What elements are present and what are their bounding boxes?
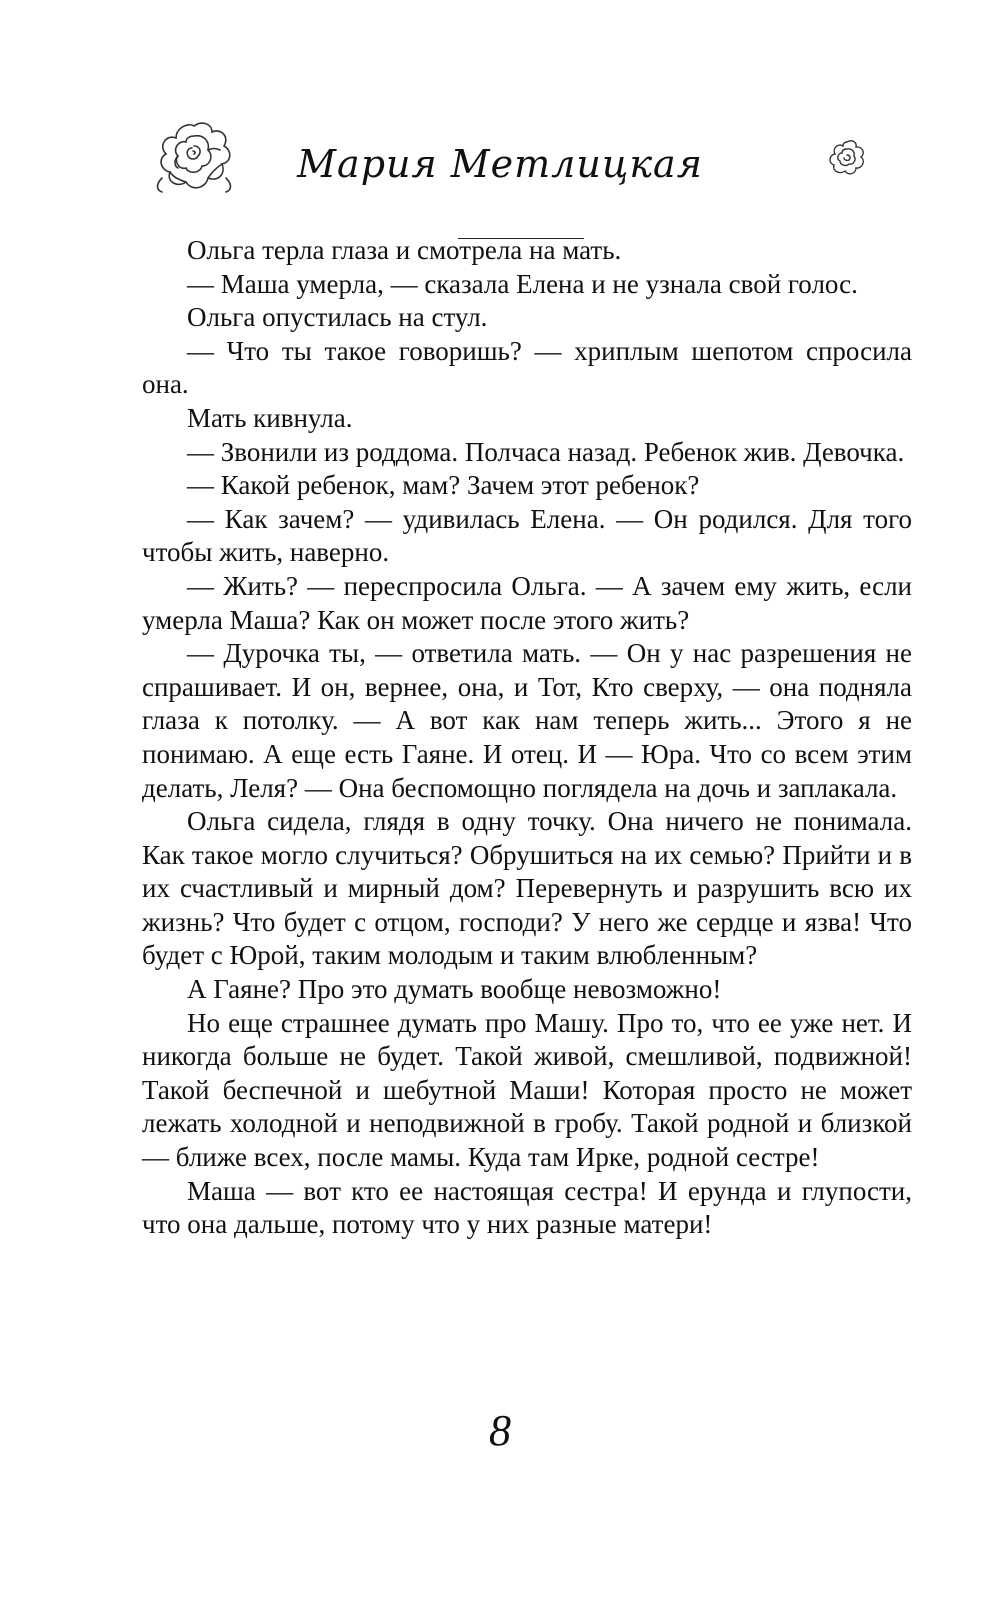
paragraph: Ольга терла глаза и смотрела на мать. — [187, 235, 622, 265]
paragraph: А Гаяне? Про это думать вообще невозможно! — [187, 974, 722, 1005]
paragraph: Ольга сидела, глядя в одну точку. Она ничего не понимала. Как такое могло случиться? Обрушиться на их семью? Прийти и в их счастливый и мирный дом? Перевернуть и разрушить всю их жизнь? Что будет с отцом, господи? У него же сердце и язва! Что будет с Юрой, таким молодым и таким влюбленным? — [142, 806, 912, 971]
paragraph: — Что ты такое говоришь? — хриплым шепотом спросила она. — [142, 335, 912, 400]
rose-ornament-right-icon — [826, 138, 868, 178]
paragraph: Маша — вот кто ее настоящая сестра! И ерунда и глупости, что она дальше, потому что у них разные матери! — [142, 1175, 912, 1240]
paragraph: — Какой ребенок, мам? Зачем этот ребенок? — [187, 470, 700, 501]
paragraph: Мать кивнула. — [187, 402, 353, 433]
body-text — [142, 234, 912, 1242]
page-number: 8 — [489, 1406, 511, 1455]
paragraph: — Как зачем? — удивилась Елена. — Он родился. Для того чтобы жить, наверно. — [142, 503, 912, 568]
paragraph: — Маша умерла, — сказала Елена и не узнала свой голос. — [187, 268, 858, 299]
paragraph: — Жить? — переспросила Ольга. — А зачем ему жить, если умерла Маша? Как он может после этого жить? — [142, 570, 912, 635]
paragraph: — Дурочка ты, — ответила мать. — Он у нас разрешения не спрашивает. И он, вернее, она, и Тот, Кто сверху, — она подняла глаза к потолку. — А вот как нам теперь жить... Этого я не понимаю. А еще есть Гаяне. И отец. И — Юра. Что со всем этим делать, Леля? — Она беспомощно поглядела на дочь и заплакала. — [142, 638, 912, 803]
paragraph: Но еще страшнее думать про Машу. Про то, что ее уже нет. И никогда больше не будет. Такой живой, смешливой, подвижной! Такой беспечной и шебутной Маши! Которая просто не может лежать холодной и неподвижной в гробу. Такой родной и близкой — ближе всех, после мамы. Куда там Ирке, родной сестре! — [142, 1007, 912, 1173]
paragraph: Ольга опустилась на стул. — [187, 302, 488, 333]
paragraph: — Звонили из роддома. Полчаса назад. Ребенок жив. Девочка. — [187, 436, 905, 467]
author-name: Мария Метлицкая — [297, 142, 703, 186]
running-header — [0, 112, 1000, 242]
